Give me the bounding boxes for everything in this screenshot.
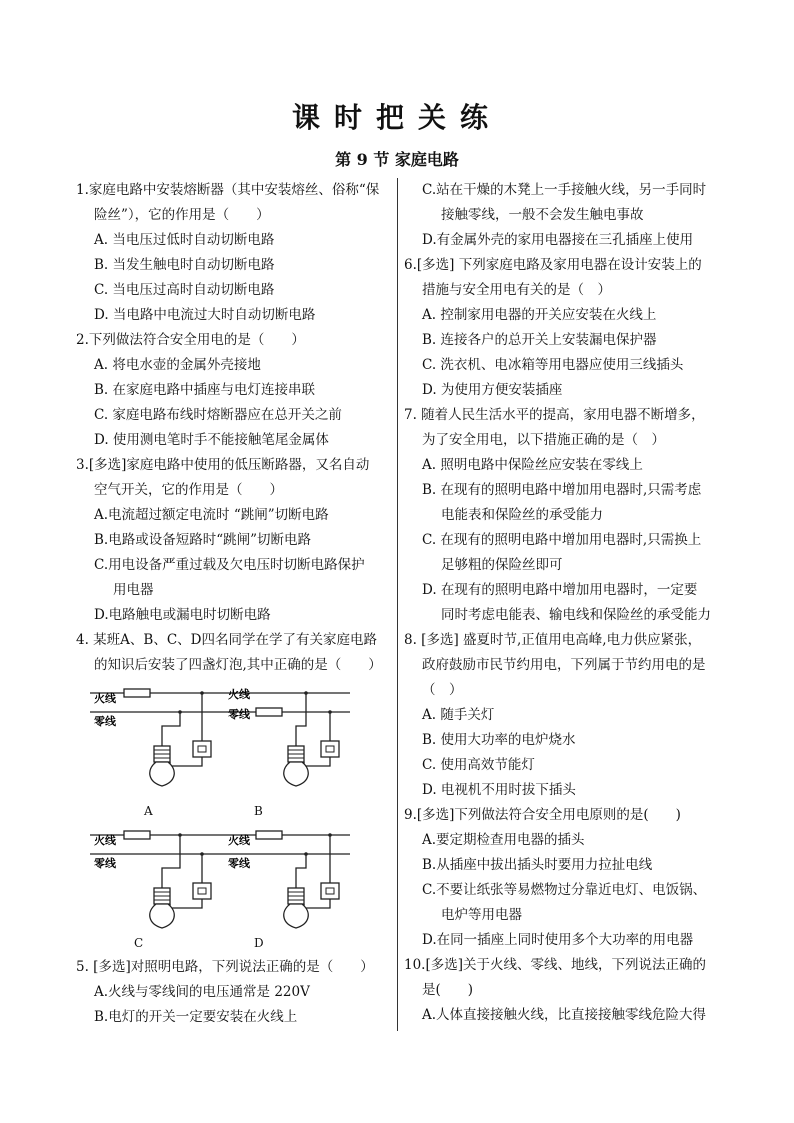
option-c: C. 当电压过高时自动切断电路 [94,282,275,298]
option-a: A. 随手关灯 [422,707,495,723]
option-b: B. 当发生触电时自动切断电路 [94,257,275,273]
question-stem: 7. 随着人民生活水平的提高，家用电器不断增多， [404,407,705,423]
question-stem: 10.[多选]关于火线、零线、地线，下列说法正确的 [404,957,707,973]
question-stem: 9.[多选]下列做法符合安全用电原则的是( ) [404,807,681,823]
question-3 [76,453,394,628]
question-stem: 6.[多选] 下列家庭电路及家用电器在设计安装上的 [404,257,702,273]
question-5 [76,955,394,1030]
question-stem: （ ） [422,682,463,698]
column-divider [397,178,398,1031]
option-b: B.电路或设备短路时“跳闸”切断电路 [94,532,312,548]
question-5-continued [404,178,734,253]
figure-label-b: B [254,804,263,818]
option-b: B. 在家庭电路中插座与电灯连接串联 [94,382,316,398]
circuit-diagram-c [90,826,230,938]
question-10 [404,953,734,1028]
question-stem: 的知识后安装了四盏灯泡,其中正确的是（ ） [94,657,382,673]
question-7 [404,403,734,628]
question-stem: 5. [多选]对照明电路，下列说法正确的是（ ） [76,959,374,975]
question-2 [76,328,394,453]
option-a: A. 照明电路中保险丝应安装在零线上 [422,457,643,473]
option-d: D.电路触电或漏电时切断电路 [94,607,271,623]
live-wire-label: 火线 [94,834,116,847]
live-wire-label: 火线 [94,692,116,705]
circuit-figures [76,678,394,955]
circuit-diagram-d [226,826,366,938]
option-d: D. 在现有的照明电路中增加用电器时，一定要 [422,582,698,598]
circuit-diagram-a [90,684,230,796]
option-b: 电能表和保险丝的承受能力 [441,507,603,523]
option-c: 足够粗的保险丝即可 [441,557,563,573]
neutral-wire-label: 零线 [228,708,250,721]
option-b: B. 连接各户的总开关上安装漏电保护器 [422,332,657,348]
neutral-wire-label: 零线 [94,857,116,870]
section-subtitle: 第 9 节 家庭电路 [335,150,459,169]
option-a: A.要定期检查用电器的插头 [422,832,585,848]
option-d: D. 当电路中电流过大时自动切断电路 [94,307,316,323]
option-d: D. 使用测电笔时手不能接触笔尾金属体 [94,432,329,448]
option-a: A.电流超过额定电流时 “跳闸”切断电路 [94,507,329,523]
live-wire-label: 火线 [228,688,250,701]
option-c: 电炉等用电器 [441,907,522,923]
question-stem: 1.家庭电路中安装熔断器（其中安装熔丝、俗称“保 [76,182,380,198]
question-stem: 3.[多选]家庭电路中使用的低压断路器，又名自动 [76,457,370,473]
option-c: C. 家庭电路布线时熔断器应在总开关之前 [94,407,342,423]
option-b: B.从插座中拔出插头时要用力拉扯电线 [422,857,653,873]
figure-label-d: D [254,936,264,950]
option-c: C.站在干燥的木凳上一手接触火线，另一手同时 [422,182,707,198]
option-c: C. 使用高效节能灯 [422,757,535,773]
option-c: C. 洗衣机、电冰箱等用电器应使用三线插头 [422,357,684,373]
question-stem: 为了安全用电，以下措施正确的是（ ） [422,432,665,448]
option-a: A. 将电水壶的金属外壳接地 [94,357,261,373]
neutral-wire-label: 零线 [228,857,250,870]
option-c: 用电器 [113,582,154,598]
page-title: 课时把关练 [291,101,502,134]
option-d: D.在同一插座上同时使用多个大功率的用电器 [422,932,694,948]
option-b: B. 在现有的照明电路中增加用电器时,只需考虑 [422,482,702,498]
question-stem: 政府鼓励市民节约用电，下列属于节约用电的是 [422,657,706,673]
question-stem: 措施与安全用电有关的是（ ） [422,282,611,298]
option-a: A. 当电压过低时自动切断电路 [94,232,275,248]
option-d: D. 电视机不用时拔下插头 [422,782,576,798]
option-c: C.不要让纸张等易燃物过分靠近电灯、电饭锅、 [422,882,707,898]
right-column [404,178,734,1028]
option-a: A. 控制家用电器的开关应安装在火线上 [422,307,657,323]
question-stem: 4. 某班A、B、C、D四名同学在学了有关家庭电路 [76,632,377,648]
option-c: C.用电设备严重过载及欠电压时切断电路保护 [94,557,365,573]
option-d: 同时考虑电能表、输电线和保险丝的承受能力 [441,607,711,623]
circuit-diagram-b [226,684,366,796]
option-c: C. 在现有的照明电路中增加用电器时,只需换上 [422,532,702,548]
question-8 [404,628,734,803]
question-4 [76,628,394,678]
option-d: D.有金属外壳的家用电器接在三孔插座上使用 [422,232,694,248]
question-1 [76,178,394,328]
question-stem: 2.下列做法符合安全用电的是（ ） [76,332,305,348]
question-stem: 是( ) [422,982,474,998]
figure-label-c: C [134,936,144,950]
option-b: B.电灯的开关一定要安装在火线上 [94,1009,298,1025]
live-wire-label: 火线 [228,834,250,847]
question-stem: 险丝”），它的作用是（ ） [94,207,270,223]
left-column [76,178,394,1030]
option-a: A.火线与零线间的电压通常是 220V [94,984,310,1000]
question-stem: 空气开关，它的作用是（ ） [94,482,283,498]
option-b: B. 使用大功率的电炉烧水 [422,732,576,748]
option-a: A.人体直接接触火线，比直接接触零线危险大得 [422,1007,707,1023]
question-stem: 8. [多选] 盛夏时节,正值用电高峰,电力供应紧张， [404,632,702,648]
figure-label-a: A [144,804,153,818]
question-6 [404,253,734,403]
question-9 [404,803,734,953]
option-c: 接触零线，一般不会发生触电事故 [441,207,644,223]
neutral-wire-label: 零线 [94,715,116,728]
option-d: D. 为使用方便安装插座 [422,382,563,398]
